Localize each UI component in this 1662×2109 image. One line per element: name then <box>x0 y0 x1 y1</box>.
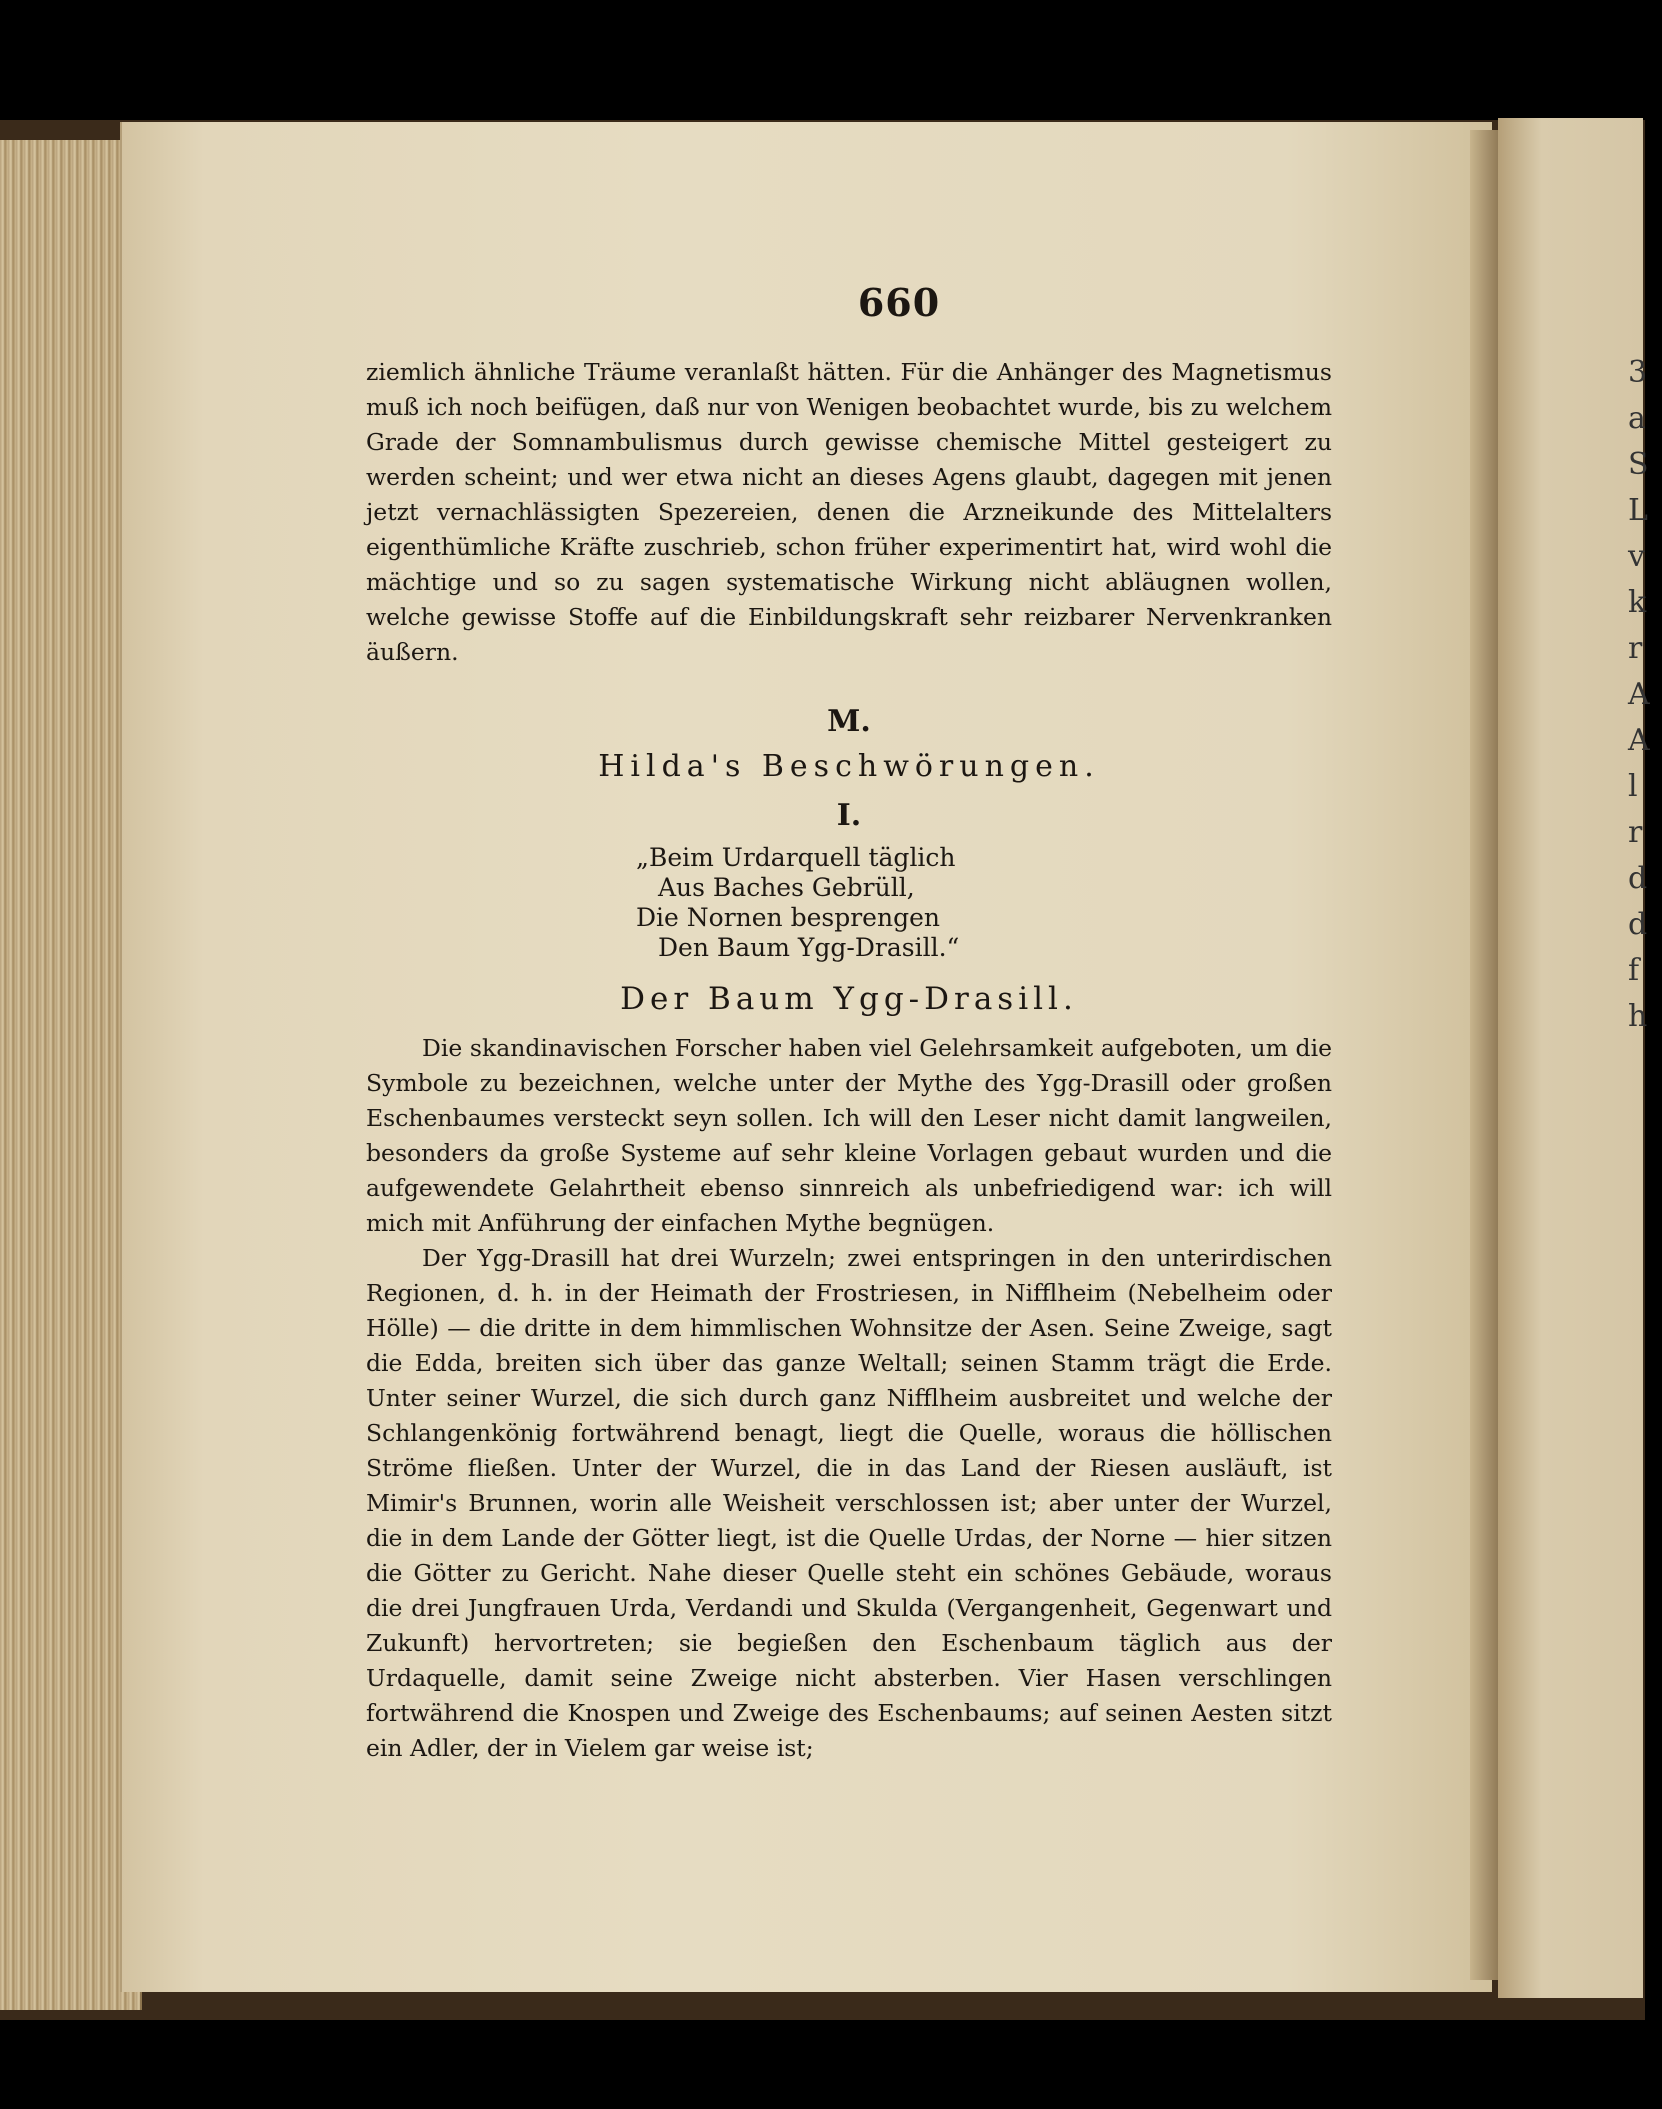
section-number: I. <box>836 798 862 833</box>
page-text <box>366 280 1332 1766</box>
adjacent-page-glyphs <box>1628 350 1662 1040</box>
glyph: d <box>1628 907 1648 942</box>
body-paragraph: Die skandinavischen Forscher haben viel Gelehrsamkeit aufgeboten, um die Symbole zu bezeichnen, welche unter der Mythe des Ygg-Drasill oder großen Eschenbaumes versteckt seyn sollen. Ich will den Leser nicht damit langweilen, besonders da große Systeme auf sehr kleine Vorlagen gebaut wurden und die aufgewendete Gelahrtheit ebenso sinnreich als unbefriedigend war: ich will mich mit Anführung der einfachen Mythe begnügen. <box>366 1034 1332 1237</box>
opening-paragraph: ziemlich ähnliche Träume veranlaßt hätten. Für die Anhänger des Magnetismus muß ich noch beifügen, daß nur von Wenigen beobachtet wurde, bis zu welchem Grade der Somnambulismus durch gewisse chemische Mittel gesteigert zu werden scheint; und wer etwa nicht an dieses Agens glaubt, dagegen mit jenen jetzt vernachlässigten Spezereien, denen die Arzneikunde des Mittelalters eigenthümliche Kräfte zuschrieb, schon früher experimentirt hat, wird wohl die mächtige und so zu sagen systematische Wirkung nicht abläugnen wollen, welche gewisse Stoffe auf die Einbildungskraft sehr reizbarer Nervenkranken äußern. <box>366 358 1332 666</box>
glyph: A <box>1628 677 1650 712</box>
page-gutter <box>1470 130 1500 1980</box>
glyph: a <box>1628 401 1646 436</box>
glyph: f <box>1628 953 1640 988</box>
verse-line: „Beim Urdarquell täglich <box>636 843 956 872</box>
glyph: L <box>1628 493 1648 528</box>
verse-line: Den Baum Ygg-Drasill.“ <box>658 933 960 962</box>
glyph: k <box>1628 585 1647 620</box>
glyph: A <box>1628 723 1650 758</box>
glyph: S <box>1628 447 1649 482</box>
glyph: 3 <box>1628 355 1648 390</box>
section-letter: M. <box>827 704 871 739</box>
glyph: l <box>1628 769 1638 804</box>
glyph: r <box>1628 815 1643 850</box>
page-number: 660 <box>857 280 941 325</box>
glyph: r <box>1628 631 1643 666</box>
body-paragraph: Der Ygg-Drasill hat drei Wurzeln; zwei entspringen in den unterirdischen Regionen, d. h. in der Heimath der Frostriesen, in Nifflheim (Nebelheim oder Hölle) — die dritte in dem himmlischen Wohnsitze der Asen. Seine Zweige, sagt die Edda, breiten sich über das ganze Weltall; seinen Stamm trägt die Erde. Unter seiner Wurzel, die sich durch ganz Nifflheim ausbreitet und welche der Schlangenkönig fortwährend benagt, liegt die Quelle, woraus die höllischen Ströme fließen. Unter der Wurzel, die in das Land der Riesen ausläuft, ist Mimir's Brunnen, worin alle Weisheit verschlossen ist; aber unter der Wurzel, die in dem Lande der Götter liegt, ist die Quelle Urdas, der Norne — hier sitzen die Götter zu Gericht. Nahe dieser Quelle steht ein schönes Gebäude, woraus die drei Jungfrauen Urda, Verdandi und Skulda (Vergangenheit, Gegenwart und Zukunft) hervortreten; sie begießen den Eschenbaum täglich aus der Urdaquelle, damit seine Zweige nicht absterben. Vier Hasen verschlingen fortwährend die Knospen und Zweige des Eschenbaums; auf seinen Aesten sitzt ein Adler, der in Vielem gar weise ist; <box>366 1244 1332 1762</box>
glyph: v <box>1628 539 1645 574</box>
adjacent-page <box>1498 118 1643 1998</box>
verse-line: Die Nornen besprengen <box>636 903 940 932</box>
subtitle: Der Baum Ygg-Drasill. <box>620 981 1078 1017</box>
glyph: d <box>1628 861 1648 896</box>
verse-line: Aus Baches Gebrüll, <box>658 873 915 902</box>
verse <box>636 843 1332 963</box>
section-title: Hilda's Beschwörungen. <box>598 749 1100 784</box>
glyph: h <box>1628 999 1648 1034</box>
